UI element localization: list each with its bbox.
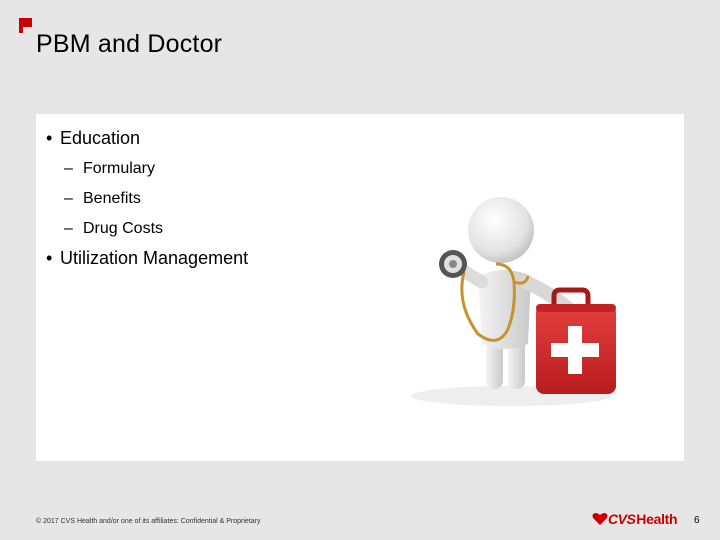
sub-bullet-label: Drug Costs	[83, 220, 164, 237]
cvs-health-logo	[592, 511, 677, 527]
sub-bullet-label: Benefits	[83, 190, 141, 207]
bullet-label: Utilization Management	[60, 248, 249, 268]
bullet-glyph: •	[46, 248, 53, 268]
sub-bullet-item	[64, 160, 155, 178]
content-panel	[36, 114, 684, 461]
sub-bullet-item	[64, 190, 141, 208]
sub-bullet-label: Formulary	[83, 160, 156, 177]
bullet-item	[46, 128, 140, 149]
heart-icon	[592, 512, 608, 526]
logo-cvs-text: CVS	[608, 511, 636, 527]
bullet-glyph: •	[46, 128, 53, 148]
page-number: 6	[694, 515, 700, 526]
bullet-label: Education	[60, 128, 141, 148]
figure-head	[468, 197, 534, 263]
sub-bullet-item	[64, 220, 163, 238]
copyright-notice: © 2017 CVS Health and/or one of its affiliates: Confidential & Proprietary	[36, 518, 261, 525]
page-title: PBM and Doctor	[36, 30, 223, 58]
doctor-figure-illustration	[386, 164, 636, 414]
sub-bullet-glyph: –	[64, 220, 73, 237]
corner-flag-icon	[19, 18, 32, 33]
sub-bullet-glyph: –	[64, 190, 73, 207]
bullet-item	[46, 248, 248, 269]
sub-bullet-glyph: –	[64, 160, 73, 177]
first-aid-kit	[536, 290, 616, 394]
logo-health-text: Health	[636, 511, 678, 527]
